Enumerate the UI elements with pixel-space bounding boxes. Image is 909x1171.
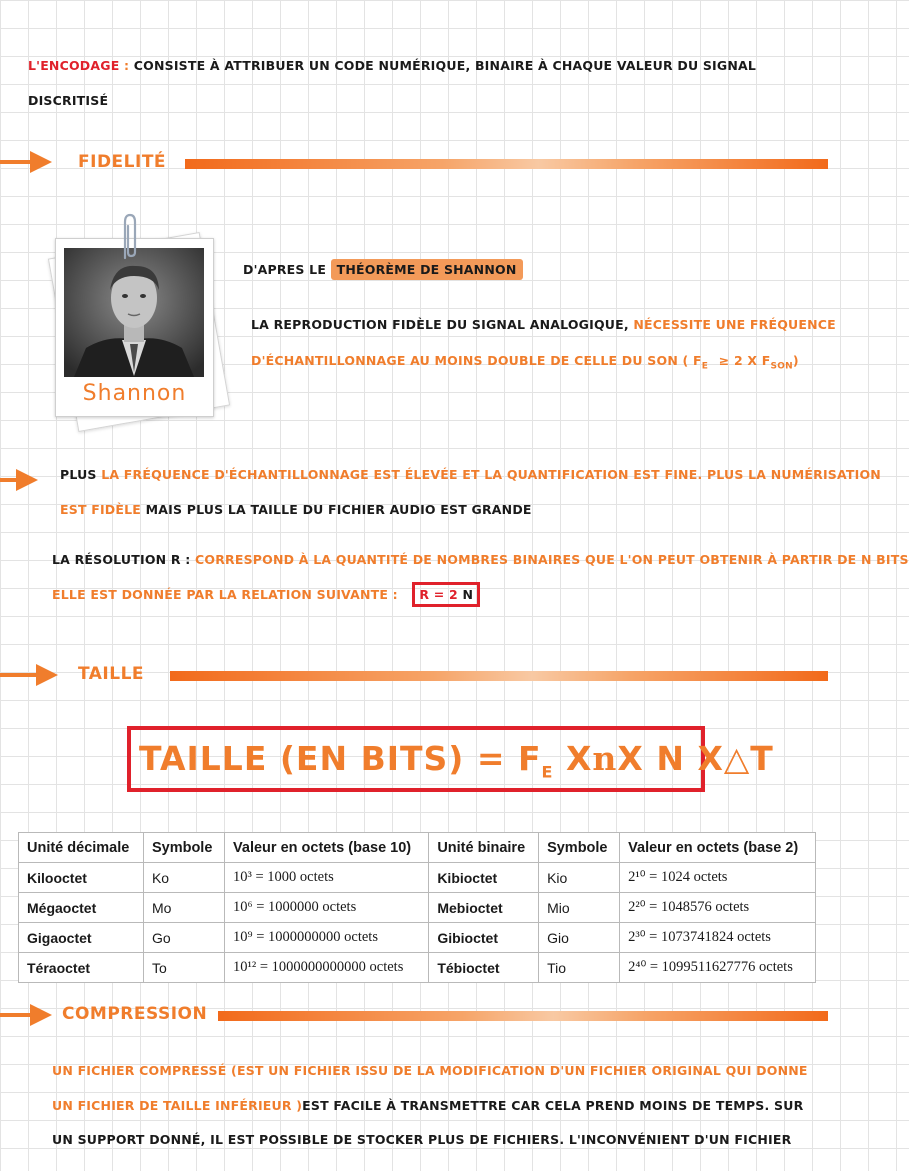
plus-line2 xyxy=(60,502,532,517)
compression-line2-orange: UN FICHIER DE TAILLE INFÉRIEUR ) xyxy=(52,1098,303,1113)
shannon-portrait-image xyxy=(64,248,204,377)
formula-right: X xyxy=(553,739,593,778)
table-cell: Gibioctet xyxy=(429,923,539,953)
section-title-compression: COMPRESSION xyxy=(62,1004,208,1024)
shannon-line1-black: LA REPRODUCTION FIDÈLE DU SIGNAL ANALOGIQUE, xyxy=(251,317,629,332)
table-cell: Gio xyxy=(539,923,620,953)
table-header-row xyxy=(19,833,816,863)
encodage-def-line2: DISCRITISÉ xyxy=(28,93,109,108)
encodage-def-line1: CONSISTE À ATTRIBUER UN CODE NUMÉRIQUE, BINAIRE À CHAQUE VALEUR DU SIGNAL xyxy=(133,58,757,73)
shannon-sub-son: SON xyxy=(770,361,793,372)
shannon-intro-text: D'APRES LE xyxy=(243,262,327,277)
table-cell: Téraoctet xyxy=(19,953,144,983)
plus-o1: LA FRÉQUENCE D'ÉCHANTILLONNAGE EST ÉLEVÉE ET LA QUANTIFICATION EST FINE. PLUS LA NUMÉRISATION xyxy=(96,467,881,482)
taille-formula xyxy=(139,739,774,782)
resolution-def: CORRESPOND À LA QUANTITÉ DE NOMBRES BINAIRES QUE L'ON PEUT OBTENIR À PARTIR DE N BITS xyxy=(190,552,909,567)
table-header: Unité binaire xyxy=(429,833,539,863)
resolution-line2 xyxy=(52,582,480,607)
shannon-line2-text: D'ÉCHANTILLONNAGE AU MOINS DOUBLE DE CELLE DU SON ( xyxy=(251,353,689,368)
formula-left: TAILLE (EN BITS) = F xyxy=(139,739,542,778)
section-title-fidelite: FIDELITÉ xyxy=(78,152,167,172)
table-cell: Kibioctet xyxy=(429,863,539,893)
compression-line1: UN FICHIER COMPRESSÉ (EST UN FICHIER ISSU DE LA MODIFICATION D'UN FICHIER ORIGINAL QUI DONNE xyxy=(52,1063,808,1078)
fidelite-arrow-shaft xyxy=(0,160,32,164)
table-header: Unité décimale xyxy=(19,833,144,863)
shannon-theorem-highlight: THÉORÈME DE SHANNON xyxy=(331,259,523,280)
formula-sub-e: E xyxy=(541,762,554,782)
table-header: Symbole xyxy=(539,833,620,863)
compression-line2 xyxy=(52,1098,803,1113)
shannon-intro xyxy=(243,262,523,277)
table-cell: 2²⁰ = 1048576 octets xyxy=(620,893,816,923)
shannon-close: ) xyxy=(792,353,799,368)
formula-rest: X N X xyxy=(617,739,724,778)
shannon-line2 xyxy=(251,353,799,372)
table-row xyxy=(19,923,816,953)
table-cell: Tio xyxy=(539,953,620,983)
table-cell: Ko xyxy=(143,863,224,893)
table-cell: Mo xyxy=(143,893,224,923)
plus-o2: EST FIDÈLE xyxy=(60,502,142,517)
delta-icon: △ xyxy=(723,739,751,778)
section-bar-fidelite xyxy=(185,159,828,169)
table-header: Valeur en octets (base 2) xyxy=(620,833,816,863)
compression-arrow-shaft xyxy=(0,1013,32,1017)
table-header: Valeur en octets (base 10) xyxy=(225,833,429,863)
table-cell: Mio xyxy=(539,893,620,923)
section-bar-taille xyxy=(170,671,828,681)
table-cell: Go xyxy=(143,923,224,953)
table-cell: 10⁹ = 1000000000 octets xyxy=(225,923,429,953)
byte-units-table xyxy=(18,832,816,983)
table-cell: 2⁴⁰ = 1099511627776 octets xyxy=(620,953,816,983)
shannon-f: F xyxy=(693,353,702,368)
taille-formula-box xyxy=(127,726,774,792)
section-bar-compression xyxy=(218,1011,828,1021)
photo-caption: Shannon xyxy=(82,381,187,406)
plus-b2: MAIS PLUS LA TAILLE DU FICHIER AUDIO EST GRANDE xyxy=(141,502,532,517)
taille-arrow-shaft xyxy=(0,673,38,677)
shannon-ge: ≥ xyxy=(718,353,730,368)
arrow-right-icon xyxy=(16,469,38,491)
resolution-line1 xyxy=(52,552,909,567)
formula-t: T xyxy=(750,739,774,778)
shannon-f2: F xyxy=(761,353,771,368)
table-cell: 10¹² = 1000000000000 octets xyxy=(225,953,429,983)
resolution-formula-box xyxy=(412,582,480,607)
compression-line2-black: EST FACILE À TRANSMETTRE CAR CELA PREND MOINS DE TEMPS. SUR xyxy=(302,1098,804,1113)
section-title-taille: TAILLE xyxy=(78,664,145,684)
table-cell: 2¹⁰ = 1024 octets xyxy=(620,863,816,893)
table-cell: Mégaoctet xyxy=(19,893,144,923)
table-cell: To xyxy=(143,953,224,983)
arrow-right-icon xyxy=(30,151,52,173)
table-cell: 2³⁰ = 1073741824 octets xyxy=(620,923,816,953)
table-cell: 10³ = 1000 octets xyxy=(225,863,429,893)
shannon-line1-orange: NÉCESSITE UNE FRÉQUENCE xyxy=(628,317,836,332)
compression-line3: UN SUPPORT DONNÉ, IL EST POSSIBLE DE STOCKER PLUS DE FICHIERS. L'INCONVÉNIENT D'UN FICHIER xyxy=(52,1132,792,1147)
plus-line1 xyxy=(60,467,881,482)
table-header: Symbole xyxy=(143,833,224,863)
encodage-definition xyxy=(28,58,756,73)
formula-n-script: n xyxy=(592,739,618,778)
resolution-label: LA RÉSOLUTION R : xyxy=(52,552,191,567)
encodage-term: L'ENCODAGE xyxy=(28,58,120,73)
arrow-right-icon xyxy=(30,1004,52,1026)
resolution-formula-n: N xyxy=(462,587,474,602)
shannon-two-x: 2 X xyxy=(733,353,758,368)
table-cell: 10⁶ = 1000000 octets xyxy=(225,893,429,923)
table-cell: Kio xyxy=(539,863,620,893)
resolution-formula-r: R = 2 xyxy=(419,587,458,602)
table-row xyxy=(19,953,816,983)
arrow-right-icon xyxy=(36,664,58,686)
table-cell: Gigaoctet xyxy=(19,923,144,953)
shannon-sub-e: E xyxy=(701,361,709,372)
table-cell: Tébioctet xyxy=(429,953,539,983)
table-cell: Mebioctet xyxy=(429,893,539,923)
encodage-colon: : xyxy=(119,58,134,73)
shannon-line1 xyxy=(251,317,836,332)
plus-w1: PLUS xyxy=(60,467,97,482)
table-cell: Kilooctet xyxy=(19,863,144,893)
table-row xyxy=(19,863,816,893)
paperclip-icon xyxy=(118,212,142,266)
resolution-line2-text: ELLE EST DONNÉE PAR LA RELATION SUIVANTE : xyxy=(52,587,398,602)
table-row xyxy=(19,893,816,923)
